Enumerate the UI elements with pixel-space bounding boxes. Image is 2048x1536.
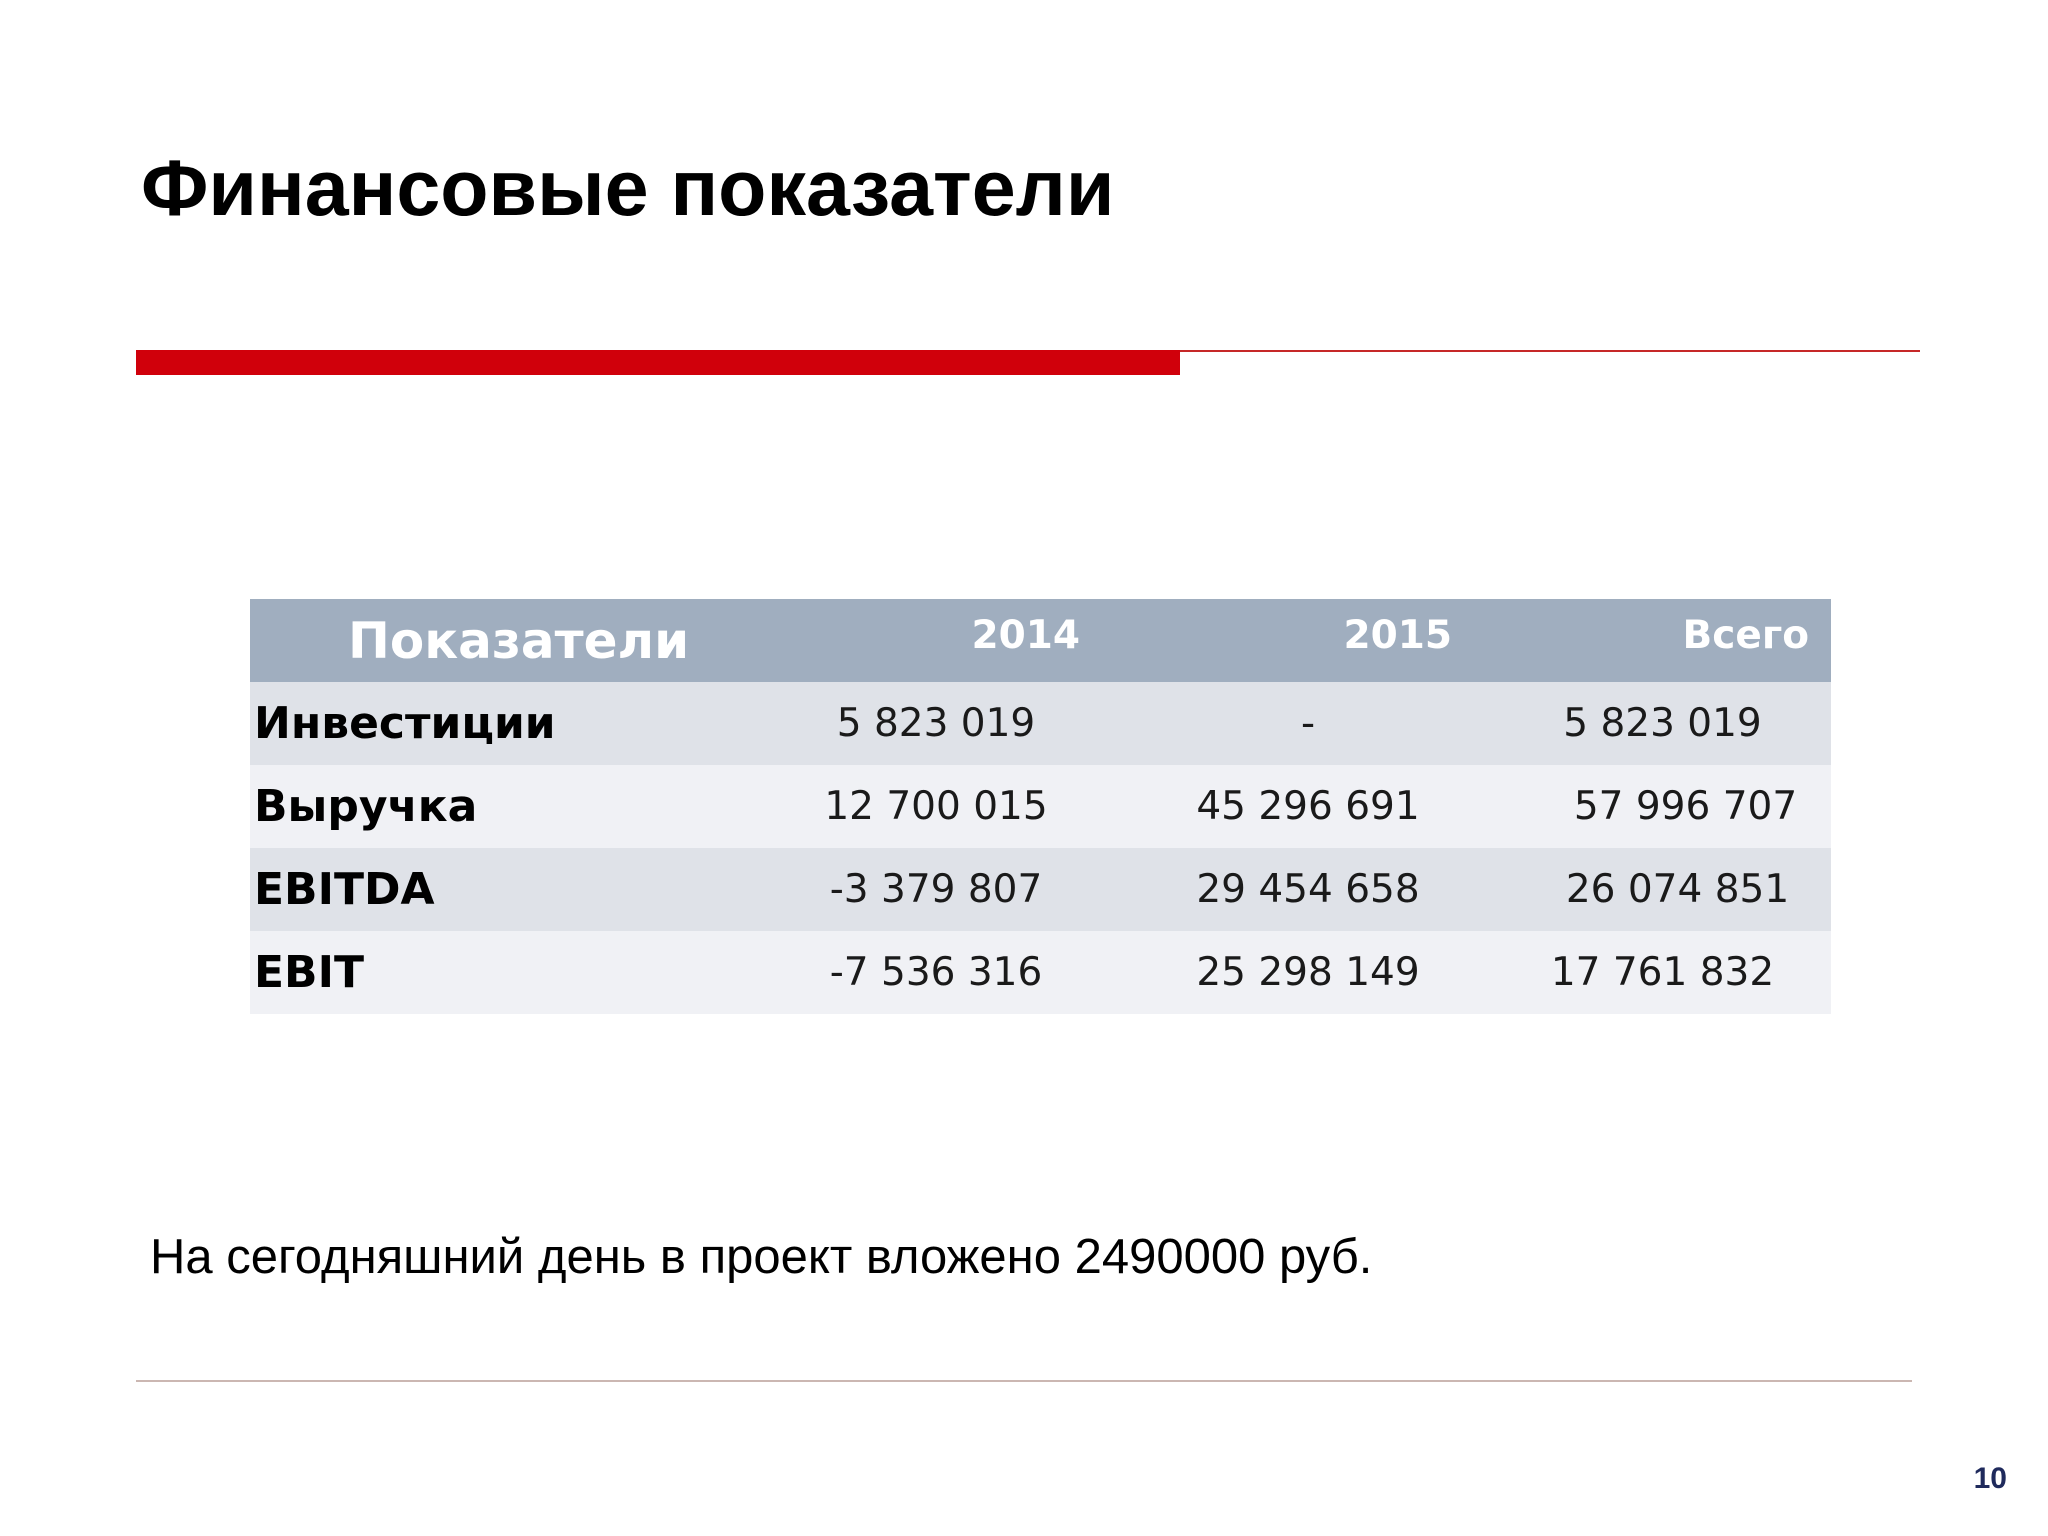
footer-divider xyxy=(136,1380,1912,1382)
cell-2014: 12 700 015 xyxy=(824,784,1048,829)
cell-total: 26 074 851 xyxy=(1565,867,1790,912)
table-row-investments xyxy=(250,682,1831,765)
table-row-ebitda xyxy=(250,848,1831,931)
cell-2014: 5 823 019 xyxy=(836,701,1036,746)
column-header-2014: 2014 xyxy=(971,613,1080,658)
slide-title: Финансовые показатели xyxy=(141,143,1115,232)
cell-total: 57 996 707 xyxy=(1573,784,1798,829)
cell-2014: -3 379 807 xyxy=(829,867,1043,912)
cell-2015: 45 296 691 xyxy=(1196,784,1420,829)
row-label: Инвестиции xyxy=(254,698,556,749)
investment-note: На сегодняшний день в проект вложено 2490000 руб. xyxy=(150,1230,1373,1284)
table-row-revenue xyxy=(250,765,1831,848)
column-header-2015: 2015 xyxy=(1343,613,1452,658)
page-number: 10 xyxy=(1973,1462,2007,1495)
table-row-ebit xyxy=(250,931,1831,1014)
cell-total: 17 761 832 xyxy=(1550,950,1775,995)
column-header-indicators: Показатели xyxy=(348,611,690,670)
cell-2015: 25 298 149 xyxy=(1196,950,1420,995)
table-header-row xyxy=(250,599,1831,682)
financial-indicators-table xyxy=(250,599,1831,1014)
row-label: EBITDA xyxy=(254,864,435,915)
title-accent-line xyxy=(1180,350,1920,352)
cell-2014: -7 536 316 xyxy=(829,950,1043,995)
cell-2015: - xyxy=(1300,701,1316,746)
title-accent-bar xyxy=(136,350,1180,375)
cell-2015: 29 454 658 xyxy=(1196,867,1420,912)
row-label: EBIT xyxy=(254,947,364,998)
column-header-total: Всего xyxy=(1682,613,1809,658)
financial-table-container xyxy=(250,599,1831,1014)
row-label: Выручка xyxy=(254,781,478,832)
cell-total: 5 823 019 xyxy=(1563,701,1762,746)
